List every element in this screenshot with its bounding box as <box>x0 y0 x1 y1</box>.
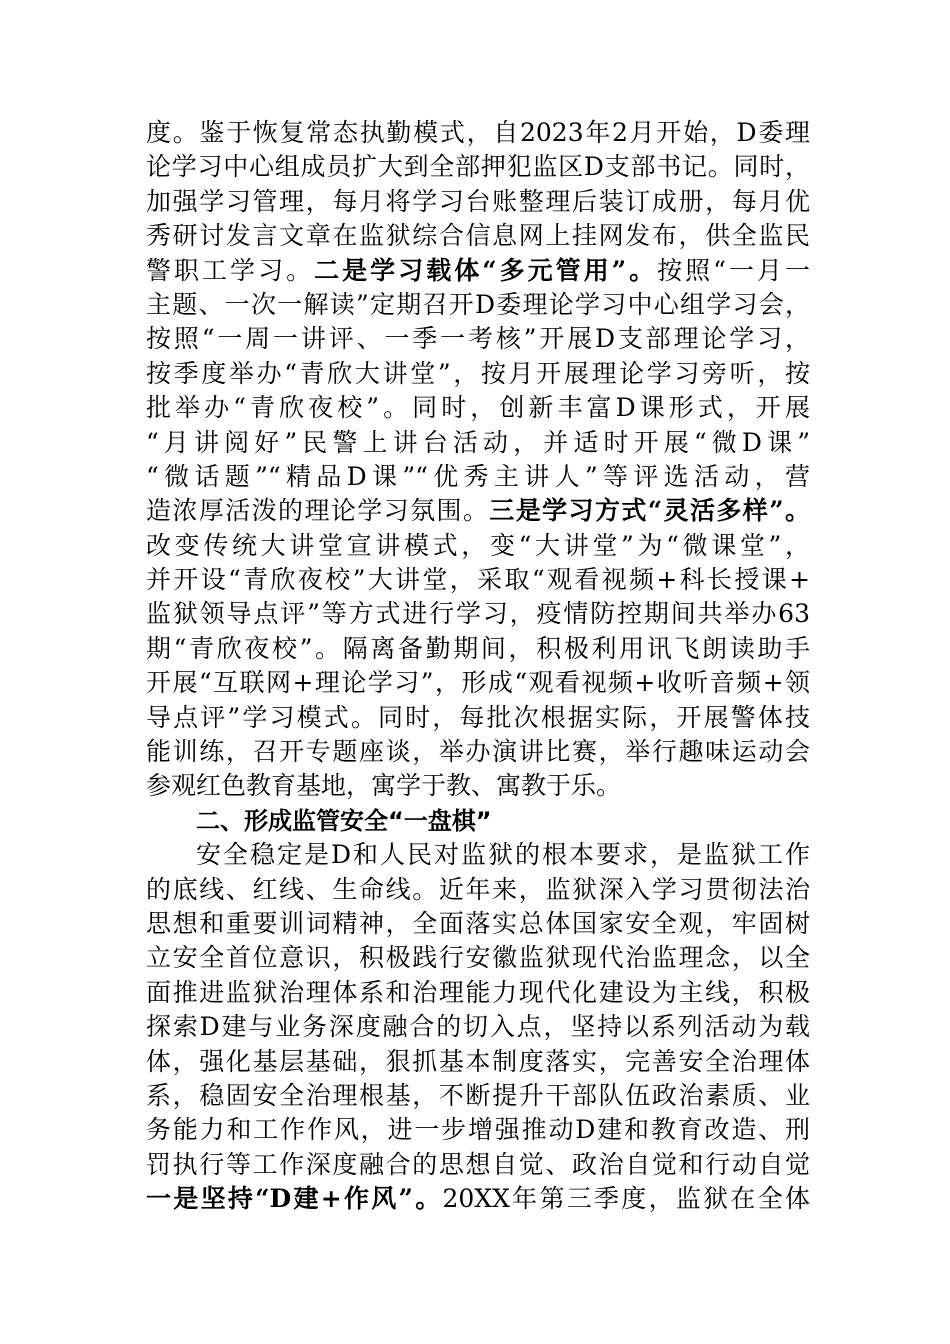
text-line: 并开设“青欣夜校”大讲堂，采取“观看视频+科长授课+ <box>146 565 810 595</box>
text-line: 改变传统大讲堂宣讲模式，变“大讲堂”为“微课堂”， <box>146 530 811 560</box>
plain-text: 造浓厚活泼的理论学习氛围。 <box>146 496 490 526</box>
text-line: 罚执行等工作深度融合的思想自觉、政治自觉和行动自觉 <box>146 1149 810 1179</box>
section-heading: 二、形成监管安全“一盘棋” <box>196 806 492 835</box>
text-line: 务能力和工作作风，进一步增强推动D建和教育改造、刑 <box>146 1115 810 1145</box>
text-line: 主题、一次一解读”定期召开D委理论学习中心组学习会， <box>146 289 810 319</box>
text-line: 能训练，召开专题座谈，举办演讲比赛，举行趣味运动会 <box>146 737 810 767</box>
text-line: 体，强化基层基础，狠抓基本制度落实，完善安全治理体 <box>146 1046 810 1076</box>
text-line: 参观红色教育基地，寓学于教、寓教于乐。 <box>146 771 622 801</box>
plain-text: 20XX年第三季度，监狱在全体 <box>442 1184 810 1214</box>
text-line: 按季度举办“青欣大讲堂”，按月开展理论学习旁听，按 <box>146 358 810 388</box>
text-line: 批举办“青欣夜校”。同时，创新丰富D课形式，开展 <box>146 393 810 423</box>
text-line: 立安全首位意识，积极践行安徽监狱现代治监理念，以全 <box>146 943 810 973</box>
text-line: 加强学习管理，每月将学习台账整理后装订成册，每月优 <box>146 186 810 216</box>
text-line <box>146 494 810 528</box>
text-line: 开展“互联网+理论学习”，形成“观看视频+收听音频+领 <box>146 668 810 698</box>
text-line: 导点评”学习模式。同时，每批次根据实际，开展警体技 <box>146 702 810 732</box>
text-line: 度。鉴于恢复常态执勤模式，自2023年2月开始，D委理 <box>146 118 810 147</box>
plain-text: 按照“一月一 <box>657 255 810 285</box>
text-line: 面推进监狱治理体系和治理能力现代化建设为主线，积极 <box>146 977 810 1007</box>
text-line <box>146 254 810 288</box>
bold-point-three: 三是学习方式“灵活多样”。 <box>489 496 810 526</box>
text-line: 探索D建与业务深度融合的切入点，坚持以系列活动为载 <box>146 1012 810 1042</box>
bold-point-one: 一是坚持“D建+作风”。 <box>146 1184 443 1214</box>
text-line: 思想和重要训词精神，全面落实总体国家安全观，牢固树 <box>146 908 810 938</box>
document-body <box>146 116 810 1217</box>
text-line: 安全稳定是D和人民对监狱的根本要求，是监狱工作 <box>196 840 810 870</box>
plain-text: 警职工学习。 <box>146 255 315 285</box>
text-line: 系，稳固安全治理根基，不断提升干部队伍政治素质、业 <box>146 1080 810 1110</box>
text-line: 秀研讨发言文章在监狱综合信息网上挂网发布，供全监民 <box>146 221 810 251</box>
text-line <box>146 1182 810 1216</box>
text-line: “月讲阅好”民警上讲台活动，并适时开展“微D课” <box>146 427 810 457</box>
bold-point-two: 二是学习载体“多元管用”。 <box>314 255 658 285</box>
text-line: 监狱领导点评”等方式进行学习，疫情防控期间共举办63 <box>146 599 810 629</box>
text-line: “微话题”“精品D课”“优秀主讲人”等评选活动，营 <box>146 461 810 491</box>
text-line: 期“青欣夜校”。隔离备勤期间，积极利用讯飞朗读助手 <box>146 633 810 663</box>
text-line: 的底线、红线、生命线。近年来，监狱深入学习贯彻法治 <box>146 874 810 904</box>
text-line: 论学习中心组成员扩大到全部押犯监区D支部书记。同时， <box>146 152 810 182</box>
text-line: 按照“一周一讲评、一季一考核”开展D支部理论学习， <box>146 324 810 354</box>
